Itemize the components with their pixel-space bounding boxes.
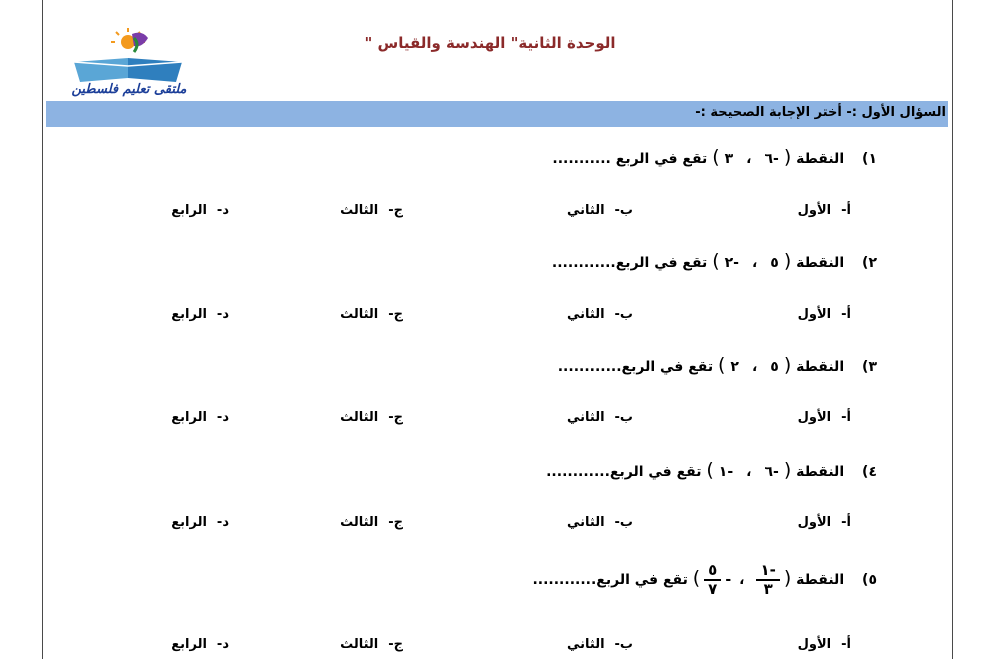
fraction-y-sign: - — [725, 572, 732, 588]
page-title: الوحدة الثانية" الهندسة والقياس " — [364, 34, 616, 52]
close-paren: ) — [706, 459, 714, 481]
fraction-x-denominator: ٣ — [763, 580, 773, 598]
question-tail: تقع في الربع ........... — [552, 151, 708, 167]
close-paren: ) — [712, 146, 720, 168]
option-d[interactable]: د-الرابع — [171, 515, 229, 530]
option-a[interactable]: أ-الأول — [797, 410, 851, 425]
left-page-border — [42, 0, 43, 659]
coord-separator: ، — [746, 151, 752, 167]
open-paren: ( — [783, 250, 792, 272]
question-label: النقطة — [796, 255, 845, 271]
coord-x: ٥ — [770, 359, 779, 375]
question-4 — [546, 459, 877, 481]
open-paren: ( — [783, 459, 792, 481]
option-d[interactable]: د-الرابع — [171, 637, 229, 652]
option-c[interactable]: ج-الثالث — [340, 637, 403, 652]
close-paren: ) — [712, 250, 720, 272]
option-b[interactable]: ب-الثاني — [566, 410, 633, 425]
question-number: ٤) — [862, 464, 877, 480]
fraction-x-numerator: -١ — [756, 563, 779, 581]
option-d[interactable]: د-الرابع — [171, 203, 229, 218]
question-2 — [552, 250, 877, 272]
coord-separator: ، — [739, 572, 745, 588]
fraction-y-numerator: ٥ — [704, 563, 721, 581]
question-1 — [552, 146, 877, 168]
option-a[interactable]: أ-الأول — [797, 515, 851, 530]
option-c[interactable]: ج-الثالث — [340, 515, 403, 530]
section-header-bar — [46, 101, 948, 127]
option-c[interactable]: ج-الثالث — [340, 203, 403, 218]
question-label: النقطة — [796, 151, 845, 167]
question-number: ٢) — [862, 255, 877, 271]
close-paren: ) — [718, 354, 726, 376]
option-b[interactable]: ب-الثاني — [566, 515, 633, 530]
option-c[interactable]: ج-الثالث — [340, 307, 403, 322]
question-tail: تقع في الربع............ — [551, 255, 708, 271]
question-label: النقطة — [796, 359, 845, 375]
option-a[interactable]: أ-الأول — [797, 307, 851, 322]
option-c[interactable]: ج-الثالث — [340, 410, 403, 425]
open-paren: ( — [783, 567, 792, 589]
fraction-y — [704, 563, 721, 597]
open-paren: ( — [783, 354, 792, 376]
sun-rays-icon — [111, 28, 148, 52]
question-tail: تقع في الربع............ — [532, 572, 688, 588]
coord-separator: ، — [751, 255, 758, 271]
question-label: النقطة — [796, 464, 845, 480]
coord-y: ٢ — [730, 359, 739, 375]
coord-x: -٦ — [764, 464, 779, 480]
close-paren: ) — [692, 567, 701, 589]
fraction-x — [756, 563, 779, 597]
question-tail: تقع في الربع............ — [557, 359, 714, 375]
coord-y: ٣ — [724, 151, 734, 167]
option-a[interactable]: أ-الأول — [797, 203, 851, 218]
right-page-border — [952, 0, 953, 659]
option-d[interactable]: د-الرابع — [171, 307, 229, 322]
coord-separator: ، — [746, 464, 752, 480]
option-b[interactable]: ب-الثاني — [566, 637, 633, 652]
coord-x: -٦ — [764, 151, 779, 167]
question-tail: تقع في الربع............ — [546, 464, 702, 480]
fraction-y-denominator: ٧ — [708, 580, 718, 598]
question-5 — [532, 563, 877, 597]
open-book-icon — [44, 20, 214, 90]
option-a[interactable]: أ-الأول — [797, 637, 851, 652]
question-number: ٣) — [862, 359, 877, 375]
question-number: ١) — [862, 151, 877, 167]
coord-y: -١ — [718, 464, 734, 480]
coord-separator: ، — [751, 359, 758, 375]
option-d[interactable]: د-الرابع — [171, 410, 229, 425]
open-paren: ( — [783, 146, 792, 168]
question-3 — [558, 354, 877, 376]
logo — [44, 20, 214, 102]
option-b[interactable]: ب-الثاني — [566, 307, 633, 322]
section-title: السؤال الأول :- أختر الإجابة الصحيحة :- — [695, 105, 946, 120]
logo-text: ملتقى تعليم فلسطين — [71, 82, 187, 97]
coord-x: ٥ — [770, 255, 779, 271]
question-label: النقطة — [796, 572, 845, 588]
coord-y: -٢ — [724, 255, 739, 271]
option-b[interactable]: ب-الثاني — [566, 203, 633, 218]
question-number: ٥) — [862, 572, 877, 588]
